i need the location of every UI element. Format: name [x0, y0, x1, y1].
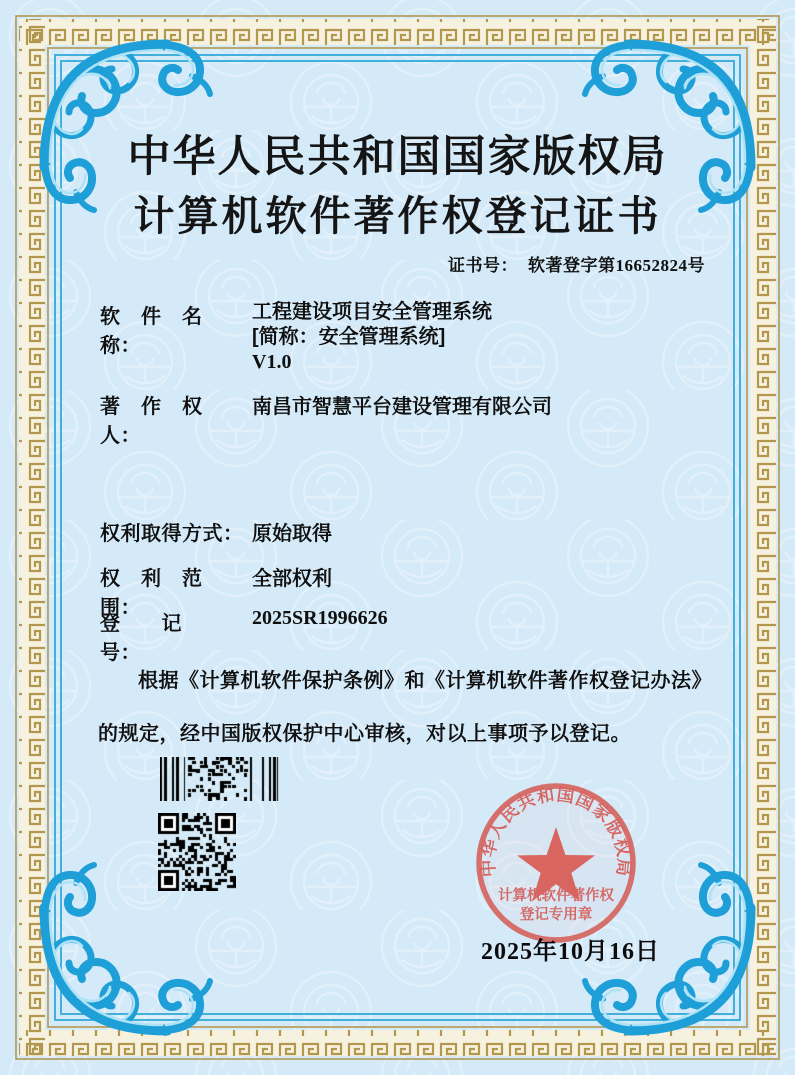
field-copyright-owner-value: 南昌市智慧平台建设管理有限公司: [252, 396, 552, 418]
page-title-certificate-type: 计算机软件著作权登记证书: [133, 193, 662, 239]
field-rights-scope-value: 全部权利: [252, 568, 332, 590]
certificate-number: [448, 251, 705, 276]
certificate-number-label: 证书号：: [448, 256, 518, 275]
software-short-name: [简称：安全管理系统]: [252, 326, 446, 348]
field-acquisition-method-label: 权利取得方式：: [100, 523, 244, 545]
field-software-name-label: 软 件 名 称：: [100, 306, 223, 357]
seal-ring-text: 中华人民共和国国家版权局: [477, 784, 635, 878]
field-copyright-owner-label: 著 作 权 人：: [100, 396, 223, 447]
barcode: [160, 757, 280, 801]
field-registration-number-label: 登 记 号：: [100, 613, 223, 664]
field-software-name-value: [252, 300, 492, 375]
field-registration-number-value: 2025SR1996626: [252, 607, 388, 629]
page-title-authority: 中华人民共和国国家版权局: [127, 134, 668, 181]
software-full-name: 工程建设项目安全管理系统: [252, 301, 492, 323]
field-acquisition-method-value: 原始取得: [252, 523, 332, 545]
qr-code: [158, 813, 236, 891]
field-acquisition-method: [100, 517, 332, 546]
official-seal: [472, 779, 640, 947]
field-rights-scope-label: 权 利 范 围：: [100, 568, 223, 619]
certificate-number-value: 软著登字第16652824号: [528, 256, 705, 275]
field-software-name: [100, 300, 492, 375]
seal-subtitle-line2: 登记专用章: [519, 907, 593, 923]
software-version: V1.0: [252, 351, 292, 373]
issue-date: 2025年10月16日: [481, 939, 660, 965]
seal-subtitle-line1: 计算机软件著作权: [498, 888, 614, 904]
registration-statement: 根据《计算机软件保护条例》和《计算机软件著作权登记办法》的规定，经中国版权保护中心审核，对以上事项予以登记。: [98, 670, 702, 745]
field-copyright-owner: [100, 390, 552, 448]
